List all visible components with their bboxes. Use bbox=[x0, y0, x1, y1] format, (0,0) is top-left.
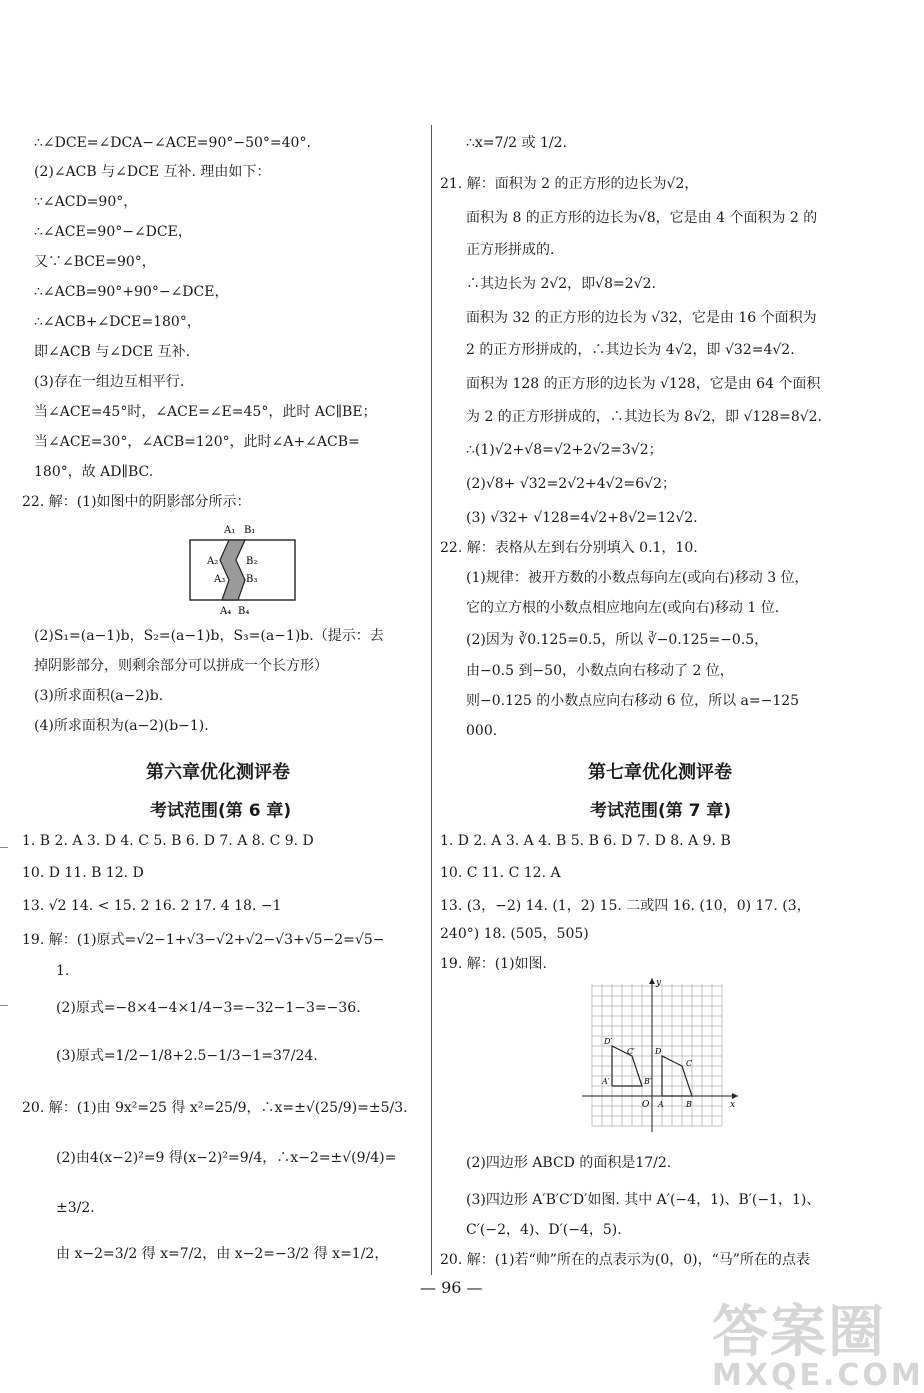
point-label: D′ bbox=[604, 1037, 613, 1046]
problem-19-heading: 19. 解：(1)如图. bbox=[440, 956, 547, 972]
text-line: (2)四边形 ABCD 的面积是17/2. bbox=[466, 1155, 672, 1171]
problem-22-heading: 22. 解：表格从左到右分别填入 0.1，10. bbox=[440, 540, 698, 556]
text-line: C′(−2，4)、D′(−4，5). bbox=[466, 1222, 622, 1238]
problem-20-heading: 20. 解：(1)若“帅”所在的点表示为(0，0)，“马”所在的点表 bbox=[440, 1252, 810, 1268]
problem-21-heading: 21. 解：面积为 2 的正方形的边长为√2， bbox=[440, 176, 699, 192]
exam-scope-title: 考试范围(第 7 章) bbox=[590, 801, 732, 821]
chapter-title: 第七章优化测评卷 bbox=[588, 762, 732, 783]
figure-label: B₂ bbox=[246, 556, 258, 567]
text-line: 面积为 8 的正方形的边长为√8，它是由 4 个面积为 2 的 bbox=[466, 210, 818, 226]
point-label: C bbox=[686, 1059, 693, 1068]
answer-row: 10. C 11. C 12. A bbox=[440, 865, 561, 881]
figure-label: A₄ bbox=[220, 606, 232, 617]
text-line: (1)规律：被开方数的小数点每向左(或向右)移动 3 位， bbox=[466, 570, 809, 586]
point-label: D bbox=[655, 1047, 662, 1056]
text-line: (3)存在一组边互相平行. bbox=[34, 374, 185, 390]
text-line: 正方形拼成的. bbox=[466, 242, 555, 258]
point-label: A′ bbox=[602, 1077, 610, 1086]
point-label: A bbox=[658, 1100, 664, 1109]
x-axis-label: x bbox=[730, 1100, 736, 1110]
answer-row: 20. 解：(1)由 9x²=25 得 x²=25/9，∴x=±√(25/9)=±5/3. bbox=[22, 1100, 408, 1116]
figure-label: B₃ bbox=[246, 574, 258, 585]
text-line: ∵∠ACD=90°， bbox=[34, 194, 138, 210]
problem-22-heading: 22. 解：(1)如图中的阴影部分所示： bbox=[22, 494, 251, 510]
text-line: (2)∠ACB 与∠DCE 互补. 理由如下： bbox=[34, 164, 271, 180]
text-line: 面积为 128 的正方形的边长为 √128，它是由 64 个面积 bbox=[466, 376, 821, 392]
text-line: 则−0.125 的小数点应向右移动 6 位，所以 a=−125 bbox=[466, 693, 800, 709]
page-number: — 96 — bbox=[420, 1278, 483, 1297]
text-line: 当∠ACE=30°，∠ACB=120°，此时∠A+∠ACB= bbox=[34, 434, 360, 450]
answer-row: 1. D 2. A 3. A 4. B 5. B 6. D 7. D 8. A 9. B bbox=[440, 833, 731, 849]
margin-mark bbox=[0, 1005, 8, 1006]
exam-scope-title: 考试范围(第 6 章) bbox=[150, 801, 292, 821]
text-line: 它的立方根的小数点相应地向左(或向右)移动 1 位. bbox=[466, 600, 780, 616]
column-divider bbox=[431, 125, 432, 1275]
text-line: 180°，故 AD∥BC. bbox=[34, 464, 154, 480]
text-line: 为 2 的正方形拼成的，∴其边长为 8√2，即 √128=8√2. bbox=[466, 409, 823, 425]
text-line: 面积为 32 的正方形的边长为 √32，它是由 16 个面积为 bbox=[466, 310, 817, 326]
watermark-logo bbox=[712, 1300, 924, 1393]
text-line: 当∠ACE=45°时，∠ACE=∠E=45°，此时 AC∥BE； bbox=[34, 404, 377, 420]
text-line: 1. bbox=[56, 963, 70, 979]
text-line: (3)四边形 A′B′C′D′如图. 其中 A′(−4，1)、B′(−1，1)、 bbox=[466, 1192, 821, 1208]
chapter-title: 第六章优化测评卷 bbox=[146, 762, 290, 783]
figure-label: B₄ bbox=[238, 606, 250, 617]
answer-row: 13. √2 14. < 15. 2 16. 2 17. 4 18. −1 bbox=[22, 898, 282, 914]
answer-row: 13. (3，−2) 14. (1，2) 15. 二或四 16. (10，0) 17. (3， bbox=[440, 898, 811, 914]
origin-label: O bbox=[642, 1100, 650, 1110]
answer-row: 1. B 2. A 3. D 4. C 5. B 6. D 7. A 8. C 9. D bbox=[22, 833, 314, 849]
text-line: ∴∠ACB+∠DCE=180°， bbox=[34, 314, 201, 330]
text-line: (3) √32+ √128=4√2+8√2=12√2. bbox=[466, 510, 698, 526]
text-line: ∴其边长为 2√2，即√8=2√2. bbox=[466, 276, 656, 292]
text-line: ∴∠ACE=90°−∠DCE， bbox=[34, 224, 192, 240]
figure-label: A₂ bbox=[207, 556, 219, 567]
answer-row: 10. D 11. B 12. D bbox=[22, 865, 144, 881]
text-line: 2 的正方形拼成的，∴其边长为 4√2，即 √32=4√2. bbox=[466, 342, 795, 358]
text-line: (4)所求面积为(a−2)(b−1). bbox=[34, 718, 209, 734]
text-line: 即∠ACB 与∠DCE 互补. bbox=[34, 344, 191, 360]
text-line: 000. bbox=[466, 723, 498, 739]
figure-label: B₁ bbox=[244, 525, 256, 536]
text-line: (2)由4(x−2)²=9 得(x−2)²=9/4，∴x−2=±√(9/4)= bbox=[56, 1150, 397, 1166]
text-line: (3)原式=1/2−1/8+2.5−1/3−1=37/24. bbox=[56, 1048, 318, 1064]
text-line: 由−0.5 到−50，小数点向右移动了 2 位， bbox=[466, 663, 734, 679]
text-line: 掉阴影部分，则剩余部分可以拼成一个长方形） bbox=[34, 658, 328, 674]
text-line: (2)因为 ∛0.125=0.5，所以 ∛−0.125=−0.5， bbox=[466, 632, 769, 648]
text-line: (2)原式=−8×4−4×1/4−3=−32−1−3=−36. bbox=[56, 1000, 361, 1016]
text-line: ∴∠DCE=∠DCA−∠ACE=90°−50°=40°. bbox=[34, 135, 311, 151]
text-line: (2)S₁=(a−1)b，S₂=(a−1)b，S₃=(a−1)b.（提示：去 bbox=[34, 628, 384, 644]
y-axis-label: y bbox=[656, 978, 662, 988]
text-line: ∴x=7/2 或 1/2. bbox=[466, 135, 567, 151]
text-line: ∴(1)√2+√8=√2+2√2=3√2； bbox=[466, 442, 663, 458]
text-line: 由 x−2=3/2 得 x=7/2，由 x−2=−3/2 得 x=1/2， bbox=[56, 1246, 389, 1262]
answer-row: 19. 解：(1)原式=√2−1+√3−√2+√2−√3+√5−2=√5− bbox=[22, 932, 385, 948]
text-line: ±3/2. bbox=[56, 1200, 95, 1216]
point-label: C′ bbox=[627, 1047, 635, 1056]
text-line: (2)√8+ √32=2√2+4√2=6√2； bbox=[466, 476, 676, 492]
watermark-text: 答案圈 bbox=[712, 1300, 886, 1365]
text-line: (3)所求面积(a−2)b. bbox=[34, 688, 164, 704]
point-label: B′ bbox=[644, 1077, 652, 1086]
point-label: B bbox=[686, 1100, 692, 1109]
text-line: 又∵∠BCE=90°， bbox=[34, 254, 156, 270]
coordinate-grid-figure bbox=[580, 976, 750, 1136]
margin-mark bbox=[0, 847, 8, 848]
watermark-url: MXQE.COM bbox=[712, 1358, 924, 1393]
answer-row: 240°) 18. (505，505) bbox=[440, 926, 589, 942]
text-line: ∴∠ACB=90°+90°−∠DCE， bbox=[34, 284, 229, 300]
figure-label: A₁ bbox=[224, 525, 236, 536]
shaded-strip-figure bbox=[182, 518, 312, 618]
figure-label: A₃ bbox=[214, 574, 226, 585]
